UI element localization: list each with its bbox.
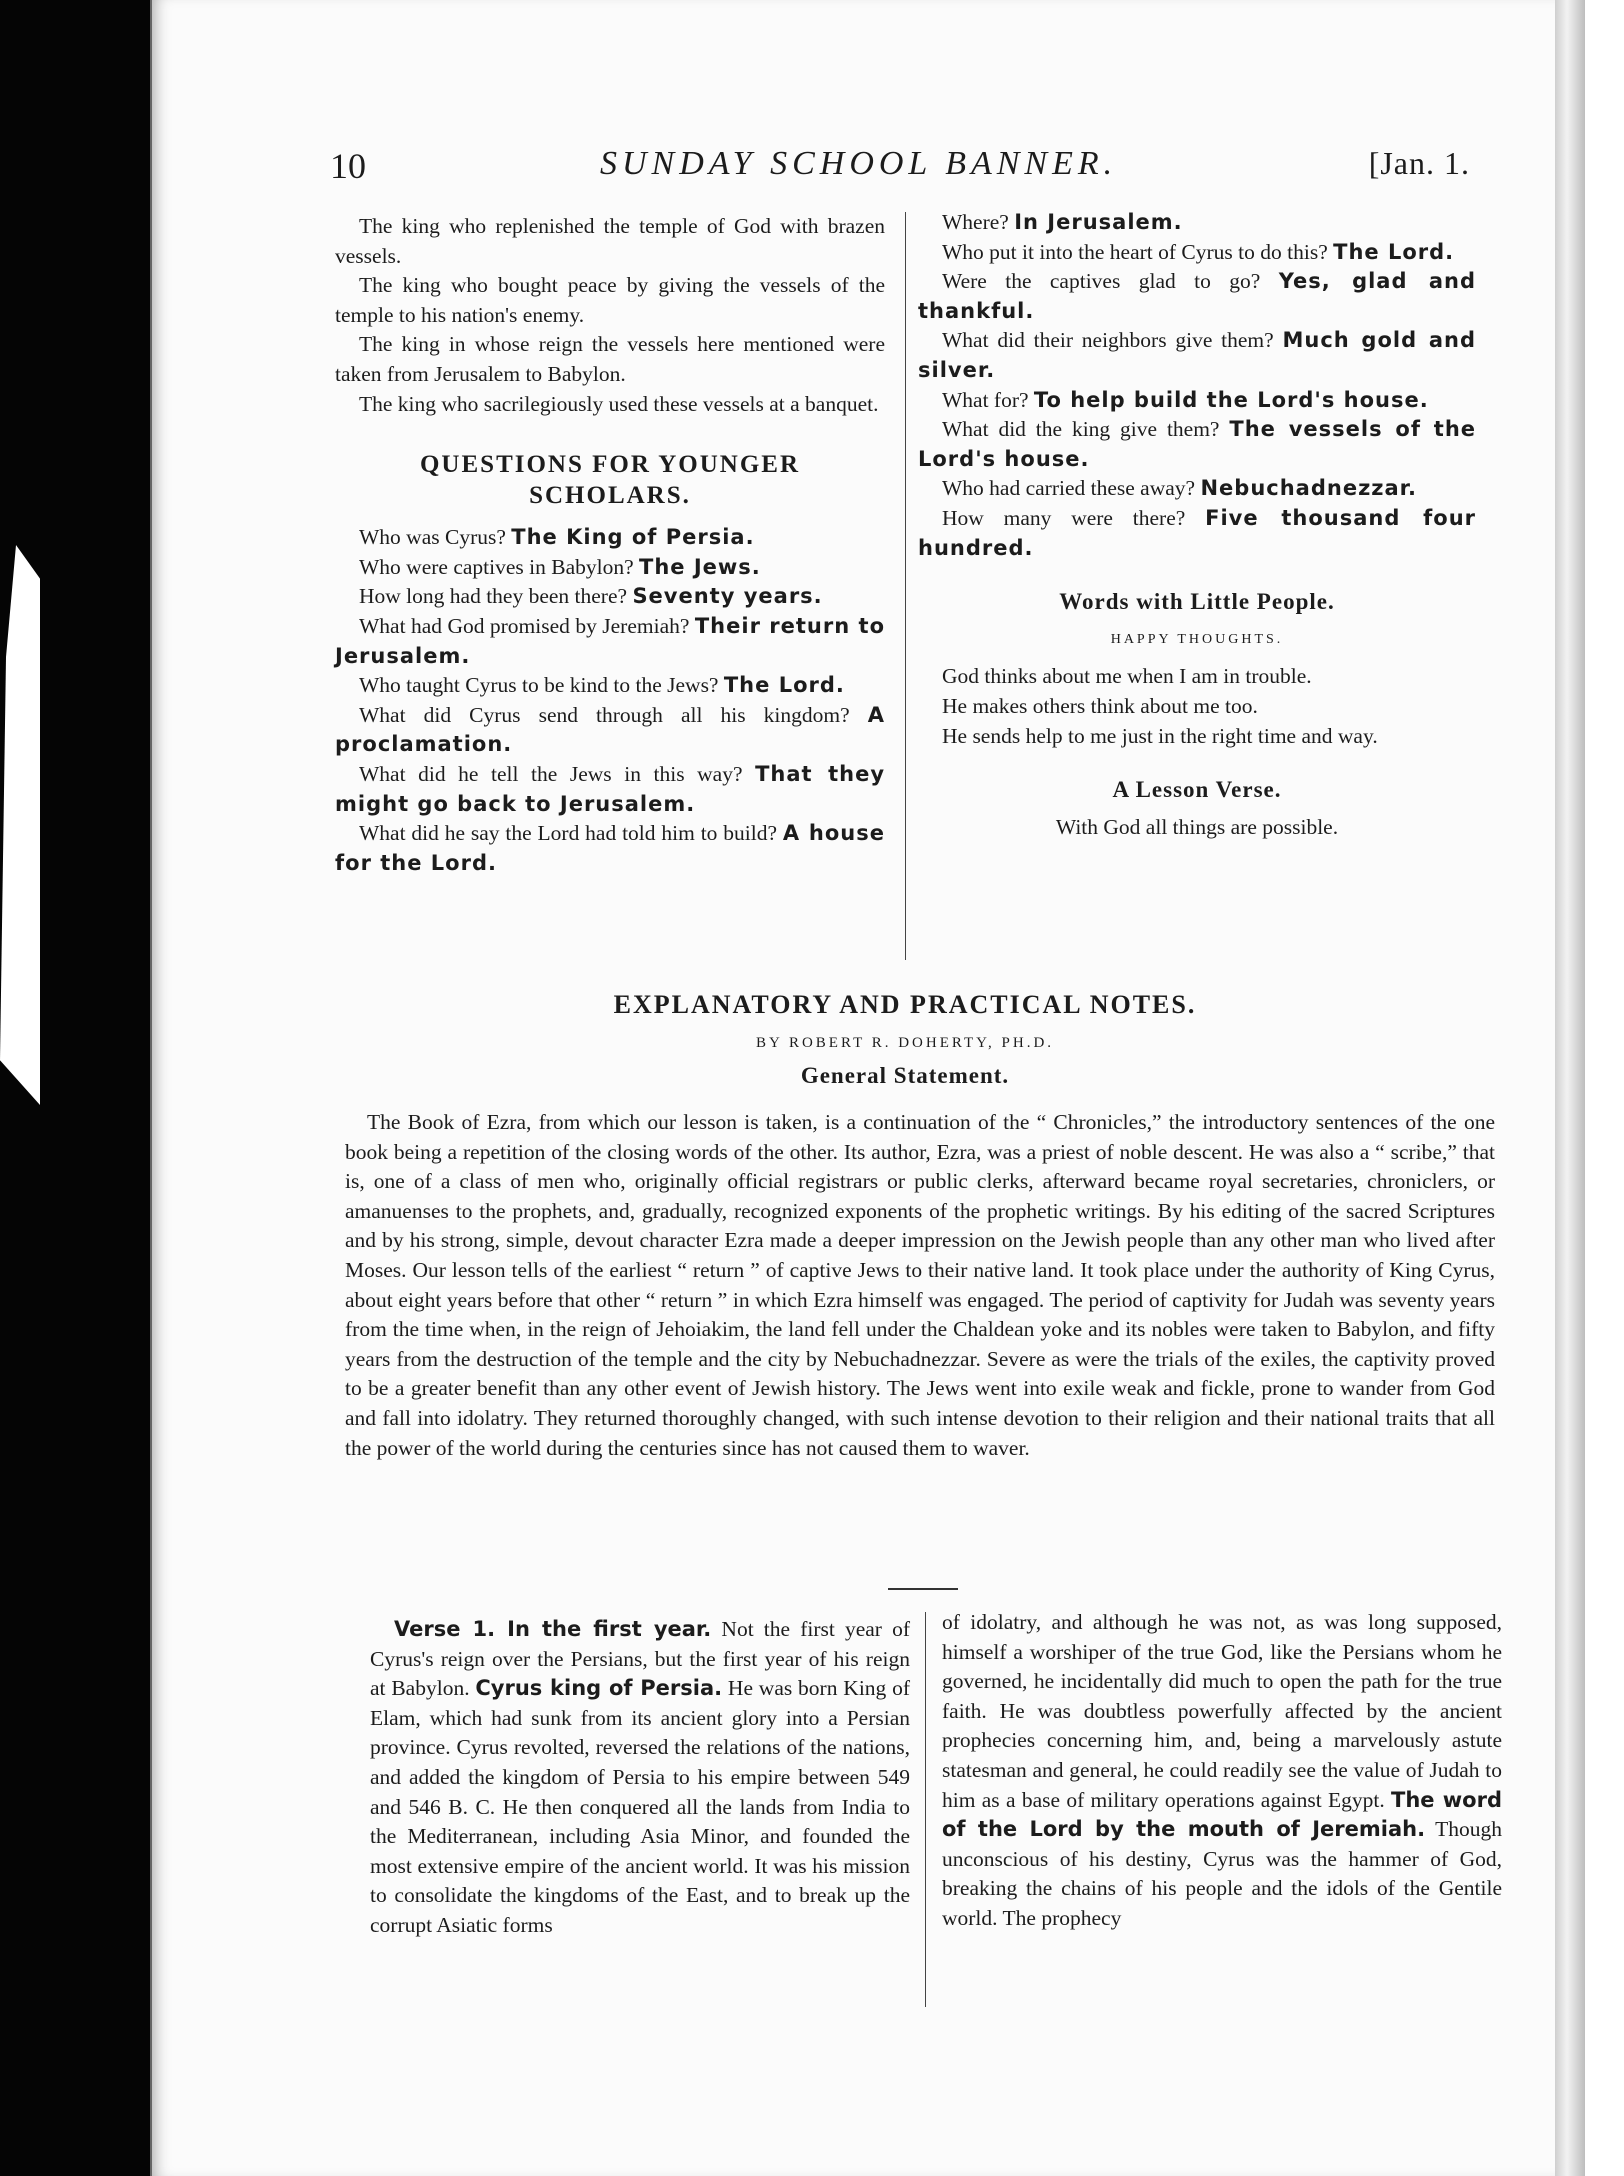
notes-title: EXPLANATORY AND PRACTICAL NOTES. — [613, 990, 1197, 1019]
qa-item — [335, 612, 885, 671]
scan-right-margin — [1585, 0, 1624, 2176]
answer: The Lord. — [1333, 239, 1455, 264]
verse-paragraph — [942, 1608, 1502, 1934]
qa-item — [335, 760, 885, 819]
answer: The Lord. — [723, 673, 845, 698]
general-statement-text: The Book of Ezra, from which our lesson is taken, is a continuation of the “ Chronicles,” the introductory sentences of the one book being a repetition of the closing words of the other. Its author, Ezra, was a priest of noble descent. He was also a “ scribe,” that is, one of a class of men who, originally official registrars or public clerks, afterward became royal secretaries, chroniclers, or amanuenses to the prophets, and, gradually, recognized exponents of the prophetic writings. By his editing of the sacred Scriptures and by his strong, simple, devout character Ezra made a deeper impression on the Jewish people than any other man who lived after Moses. Our lesson tells of the earliest “ return ” of captive Jews to their native land. It took place under the authority of King Cyrus, about eight years before that other “ return ” in which Ezra himself was engaged. The period of captivity for Judah was seventy years from the time when, in the reign of Jehoiakim, the land fell under the Chaldean yoke and its nobles were taken to Babylon, and fifty years from the destruction of the temple and the city by Nebuchadnezzar. Severe as were the trials of the exiles, the captivity proved to be a greater benefit than any other event of Jewish history. The Jews went into exile weak and fickle, prone to wander from God and fall into idolatry. They returned thoroughly changed, with such intense devotion to their religion and their national traits that all the power of the world during the centuries since has not caused them to waver. — [345, 1110, 1495, 1460]
qa-item — [335, 819, 885, 878]
happy-line: He sends help to me just in the right time and way. — [942, 723, 1378, 748]
qa-item — [335, 523, 885, 553]
left-column — [335, 212, 885, 878]
answer: The King of Persia. — [511, 525, 755, 550]
qa-item — [918, 504, 1476, 563]
answer: The vessels of the Lord's house. — [918, 417, 1477, 471]
right-column — [918, 208, 1476, 842]
verse-text: Not the first year of Cyrus's reign over the Persians, but the first year of his reign at Babylon. — [370, 1617, 910, 1701]
verse-text: He was born King of Elam, which had sunk from its ancient glory into a Persian province. Cyrus revolted, reversed the relations of the nations, and added the kingdom of Persia to his empire between 549 and 546 B. C. He then conquered all the lands from India to the Mediterranean, including Asia Minor, and founded the most extensive empire of the ancient world. It was his mission to consolidate the kingdoms of the East, and to break up the corrupt Asiatic forms — [370, 1676, 911, 1937]
general-statement — [345, 1108, 1495, 1463]
issue-date: [Jan. 1. — [1368, 145, 1470, 181]
question: What had God promised by Jeremiah? — [359, 613, 690, 638]
verse-text: Though unconscious of his destiny, Cyrus was the hammer of God, breaking the chains of his people and the idols of the Gentile world. The prophecy — [942, 1817, 1502, 1930]
words-heading: Words with Little People. — [1059, 589, 1335, 615]
question: Were the captives glad to go? — [942, 269, 1261, 294]
answer: That they might go back to Jerusalem. — [335, 761, 886, 816]
qa-item — [335, 671, 885, 701]
qa-item — [918, 415, 1476, 474]
qa-item — [335, 553, 885, 583]
question: Who taught Cyrus to be kind to the Jews? — [359, 673, 719, 698]
section-rule — [888, 1588, 958, 1590]
question: How long had they been there? — [359, 584, 628, 609]
answer: Nebuchadnezzar. — [1200, 476, 1418, 501]
intro-line: The king who sacrilegiously used these vessels at a banquet. — [359, 391, 879, 416]
page-number: 10 — [330, 146, 366, 186]
answer: In Jerusalem. — [1014, 210, 1183, 234]
verse-text: of idolatry, and although he was not, as was long supposed, himself a worshiper of the true God, like the Persians whom he governed, he incidentally did much to open the path for the true faith. He was doubtless powerfully affected by the ancient prophecies concerning him, and, being a marvelously astute statesman and general, he could readily see the value of Judah to him as a base of military operations against Egypt. — [942, 1610, 1502, 1812]
running-header — [330, 145, 1470, 195]
question: Where? — [942, 210, 1009, 234]
verse-notes-left — [370, 1615, 910, 1941]
question: What did their neighbors give them? — [942, 328, 1274, 353]
qa-item — [918, 238, 1476, 268]
qa-item — [335, 582, 885, 612]
question: Who was Cyrus? — [359, 525, 506, 550]
question: Who put it into the heart of Cyrus to do this? — [942, 239, 1328, 264]
answer: A house for the Lord. — [335, 821, 885, 875]
qa-item — [918, 386, 1476, 416]
scan-dark-margin — [0, 0, 150, 2176]
qa-item — [918, 326, 1476, 385]
qa-item — [918, 267, 1476, 326]
happy-thoughts-heading: HAPPY THOUGHTS. — [1110, 631, 1284, 647]
questions-heading: QUESTIONS FOR YOUNGER SCHOLARS. — [419, 451, 800, 510]
qa-item — [918, 474, 1476, 504]
question: What did the king give them? — [942, 417, 1220, 442]
page-edge-shadow — [1555, 0, 1585, 2176]
notes-byline: BY ROBERT R. DOHERTY, PH.D. — [755, 1035, 1055, 1051]
verse-lemma: The word of the Lord by the mouth of Jeremiah. — [942, 1787, 1502, 1842]
intro-line: The king who replenished the temple of God with brazen vessels. — [335, 214, 885, 268]
column-divider — [905, 212, 906, 960]
question: How many were there? — [942, 505, 1186, 530]
general-statement-heading: General Statement. — [800, 1063, 1010, 1088]
answer: The Jews. — [639, 554, 761, 579]
intro-line: The king who bought peace by giving the vessels of the temple to his nation's enemy. — [335, 273, 885, 327]
lesson-verse-heading: A Lesson Verse. — [1112, 777, 1282, 803]
question: What did Cyrus send through all his kingdom? — [359, 702, 850, 727]
verse-lemma: Verse 1. In the first year. — [394, 1617, 712, 1641]
happy-line: God thinks about me when I am in trouble. — [942, 664, 1312, 689]
answer: A proclamation. — [335, 702, 885, 757]
answer: Seventy years. — [632, 584, 823, 609]
answer: Yes, glad and thankful. — [918, 269, 1476, 323]
answer: Much gold and silver. — [918, 328, 1476, 382]
question: What did he say the Lord had told him to build? — [359, 821, 778, 846]
column-divider — [925, 1612, 926, 2007]
verse-paragraph — [370, 1615, 910, 1941]
happy-line: He makes others think about me too. — [942, 693, 1258, 718]
question: Who had carried these away? — [942, 476, 1196, 501]
qa-item — [335, 701, 885, 760]
answer: Their return to Jerusalem. — [335, 613, 886, 668]
publication-title: SUNDAY SCHOOL BANNER. — [600, 145, 1118, 182]
intro-line: The king in whose reign the vessels here mentioned were taken from Jerusalem to Babylon. — [335, 332, 885, 386]
question: Who were captives in Babylon? — [359, 554, 634, 579]
question: What for? — [942, 387, 1029, 412]
verse-notes-right — [942, 1608, 1502, 1934]
qa-item — [918, 208, 1476, 238]
answer: Five thousand four hundred. — [918, 505, 1477, 560]
question: What did he tell the Jews in this way? — [359, 761, 743, 786]
lesson-verse: With God all things are possible. — [1055, 814, 1339, 839]
answer: To help build the Lord's house. — [1033, 387, 1429, 412]
verse-lemma: Cyrus king of Persia. — [475, 1676, 723, 1701]
